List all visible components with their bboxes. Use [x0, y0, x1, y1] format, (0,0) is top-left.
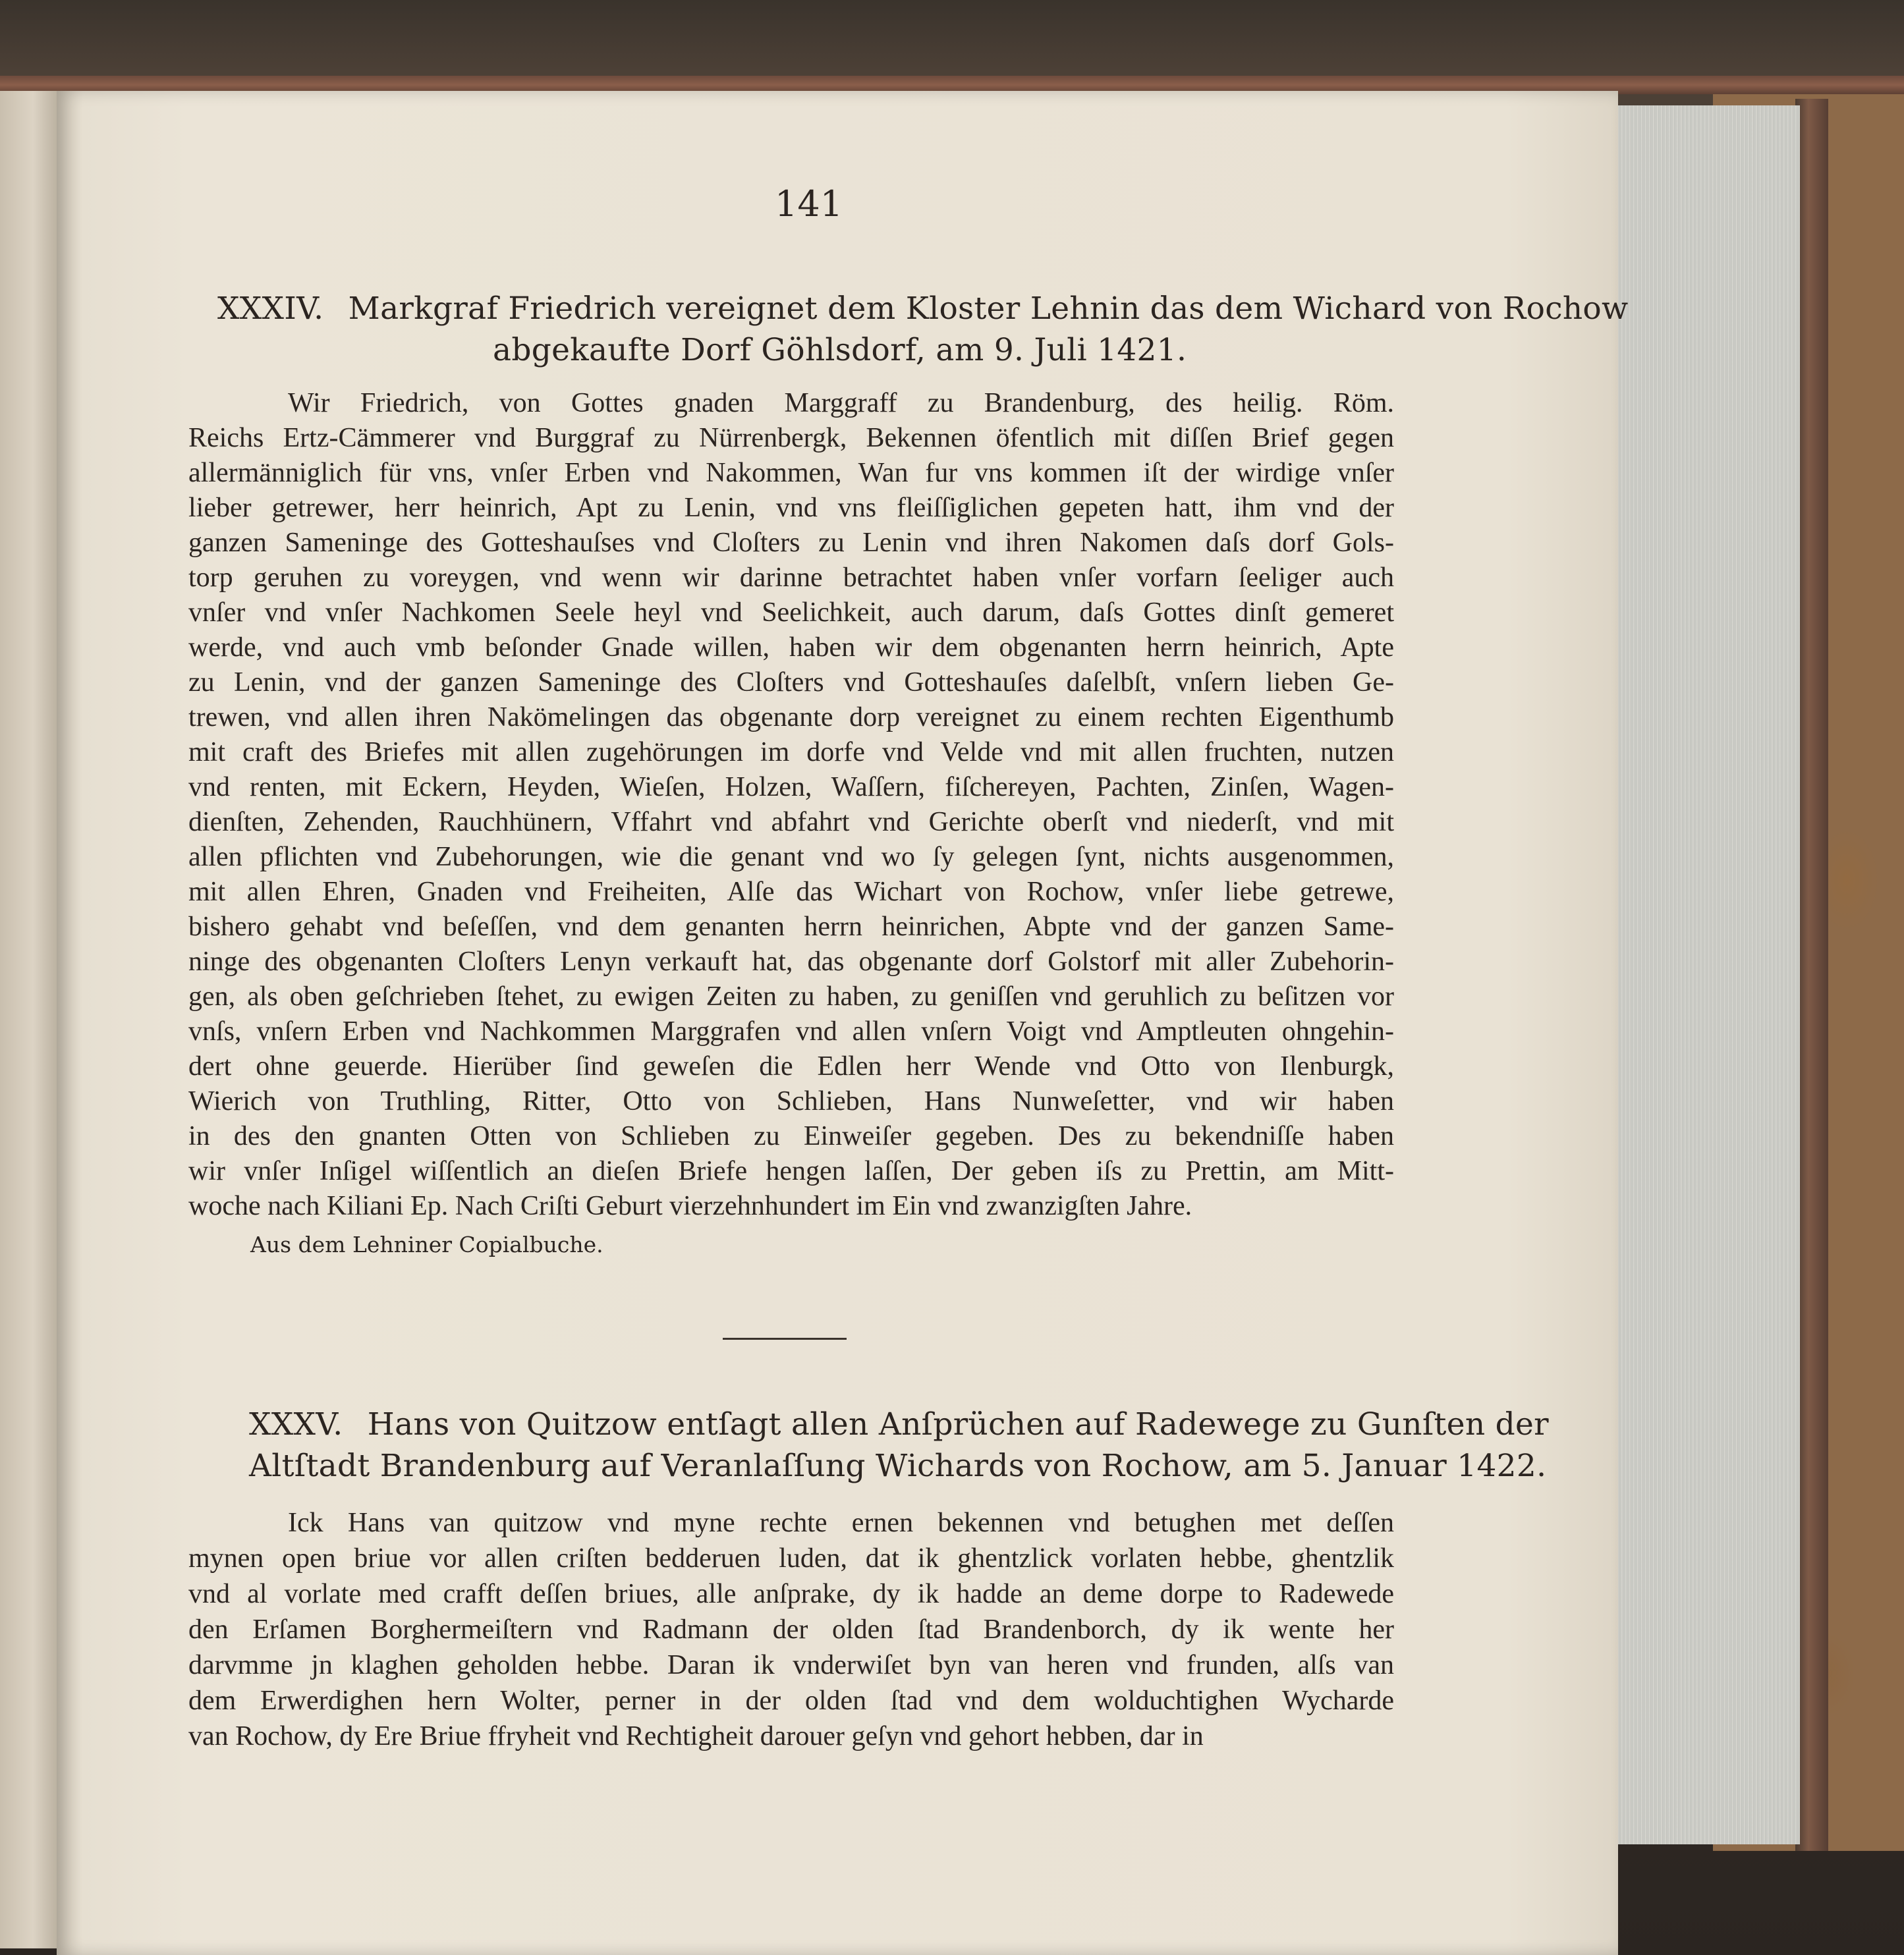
text-line: Wierich von Truthling, Ritter, Otto von Schlieben, Hans Nunweſetter, vnd wir haben — [188, 1086, 1394, 1116]
text-line: torp geruhen zu voreygen, vnd wenn wir darinne betrachtet haben vnſer vorfarn ſeeliger auch — [188, 563, 1394, 593]
document-title-line2: abgekaufte Dorf Göhlsdorf, am 9. Juli 1421. — [493, 332, 1187, 368]
text-line: dienſten, Zehenden, Rauchhünern, Vffahrt vnd abfahrt vnd Gerichte oberſt vnd niederſt, vnd mit — [188, 807, 1394, 837]
text-line: Wir Friedrich, von Gottes gnaden Marggraff zu Brandenburg, des heilig. Röm. — [288, 388, 1394, 418]
text-line: van Rochow, dy Ere Briue ffryheit vnd Rechtigheit darouer geſyn vnd gehort hebben, dar in — [188, 1721, 1204, 1751]
section-heading-xxxiv — [217, 290, 1629, 327]
text-line: den Erſamen Borghermeiſtern vnd Radmann der olden ſtad Brandenborch, dy ik wente her — [188, 1614, 1394, 1645]
text-line: ninge des obgenanten Cloſters Lenyn verkauft hat, das obgenante dorf Golstorf mit aller Zubehorin- — [188, 947, 1394, 977]
text-line: allermänniglich für vns, vnſer Erben vnd Nakommen, Wan fur vns kommen iſt der wirdige vnſer — [188, 458, 1394, 488]
text-line: wir vnſer Inſigel wiſſentlich an dieſen Briefe hengen laſſen, Der geben iſs zu Prettin, am Mitt- — [188, 1156, 1394, 1186]
page-number: 141 — [775, 183, 843, 225]
text-line: darvmme jn klaghen geholden hebbe. Daran ik vnderwiſet byn van heren vnd frunden, alſs van — [188, 1650, 1394, 1680]
section-divider — [723, 1338, 847, 1340]
text-line: mynen open briue vor allen criſten bedderuen luden, dat ik ghentzlick vorlaten hebbe, ghentzlik — [188, 1543, 1394, 1574]
document-title-line1: Markgraf Friedrich vereignet dem Kloster Lehnin das dem Wichard von Rochow — [348, 290, 1629, 327]
text-line: ganzen Sameninge des Gotteshauſses vnd Cloſters zu Lenin vnd ihren Nakomen daſs dorf Gols- — [188, 528, 1394, 558]
text-line: in des den gnanten Otten von Schlieben zu Einweiſer gegeben. Des zu bekendniſſe haben — [188, 1121, 1394, 1151]
text-line: dert ohne geuerde. Hierüber ſind geweſen die Edlen herr Wende vnd Otto von Ilenburgk, — [188, 1051, 1394, 1082]
text-line: allen pflichten vnd Zubehorungen, wie die genant vnd wo ſy gelegen ſynt, nichts ausgenommen, — [188, 842, 1394, 872]
text-line: gen, als oben geſchrieben ſtehet, zu ewigen Zeiten zu haben, zu geniſſen vnd geruhlich zu beſitzen vor — [188, 981, 1394, 1012]
text-line: werde, vnd auch vmb beſonder Gnade willen, haben wir dem obgenanten herrn heinrich, Apte — [188, 632, 1394, 663]
text-line: trewen, vnd allen ihren Nakömelingen das obgenante dorp vereignet zu einem rechten Eigenthumb — [188, 702, 1394, 732]
text-line: vnſer vnd vnſer Nachkomen Seele heyl vnd Seelichkeit, auch darum, daſs Gottes dinſt gemeret — [188, 597, 1394, 628]
text-line: dem Erwerdighen hern Wolter, perner in der olden ſtad vnd dem wolduchtighen Wycharde — [188, 1686, 1394, 1716]
section-heading-xxxv — [249, 1406, 1549, 1443]
text-line: lieber getrewer, herr heinrich, Apt zu Lenin, vnd vns fleiſſiglichen gepeten hatt, ihm vnd der — [188, 493, 1394, 523]
document-title-line2: Altſtadt Brandenburg auf Veranlaſſung Wichards von Rochow, am 5. Januar 1422. — [249, 1448, 1547, 1484]
book-binding-edge — [1795, 99, 1828, 1851]
source-note: Aus dem Lehniner Copialbuche. — [250, 1232, 603, 1257]
text-line: Reichs Ertz-Cämmerer vnd Burggraf zu Nürrenbergk, Bekennen öfentlich mit diſſen Brief gegen — [188, 423, 1394, 453]
text-line: zu Lenin, vnd der ganzen Sameninge des Cloſters vnd Gotteshauſes daſelbſt, vnſern lieben Ge- — [188, 667, 1394, 698]
page-edges — [1614, 105, 1800, 1844]
document-number: XXXV. — [249, 1406, 343, 1443]
text-line: vnſs, vnſern Erben vnd Nachkommen Marggrafen vnd allen vnſern Voigt vnd Amptleuten ohngehin- — [188, 1016, 1394, 1047]
text-line: Ick Hans van quitzow vnd myne rechte ernen bekennen vnd betughen met deſſen — [288, 1508, 1394, 1538]
text-line: vnd renten, mit Eckern, Heyden, Wieſen, Holzen, Waſſern, fiſchereyen, Pachten, Zinſen, Wagen- — [188, 772, 1394, 802]
left-page-edge — [0, 91, 61, 1948]
text-line: vnd al vorlate med crafft deſſen briues, alle anſprake, dy ik hadde an deme dorpe to Radewede — [188, 1579, 1394, 1609]
document-title-line1: Hans von Quitzow entſagt allen Anſprüchen auf Radewege zu Gunſten der — [367, 1406, 1549, 1443]
text-line: bishero gehabt vnd beſeſſen, vnd dem genanten herrn heinrichen, Abpte vnd der ganzen Same- — [188, 912, 1394, 942]
text-line: woche nach Kiliani Ep. Nach Criſti Geburt vierzehnhundert im Ein vnd zwanzigſten Jahre. — [188, 1191, 1192, 1221]
text-line: mit allen Ehren, Gnaden vnd Freiheiten, Alſe das Wichart von Rochow, vnſer liebe getrewe, — [188, 877, 1394, 907]
text-line: mit craft des Briefes mit allen zugehörungen im dorfe vnd Velde vnd mit allen fruchten, nutzen — [188, 737, 1394, 767]
document-number: XXXIV. — [217, 290, 324, 327]
